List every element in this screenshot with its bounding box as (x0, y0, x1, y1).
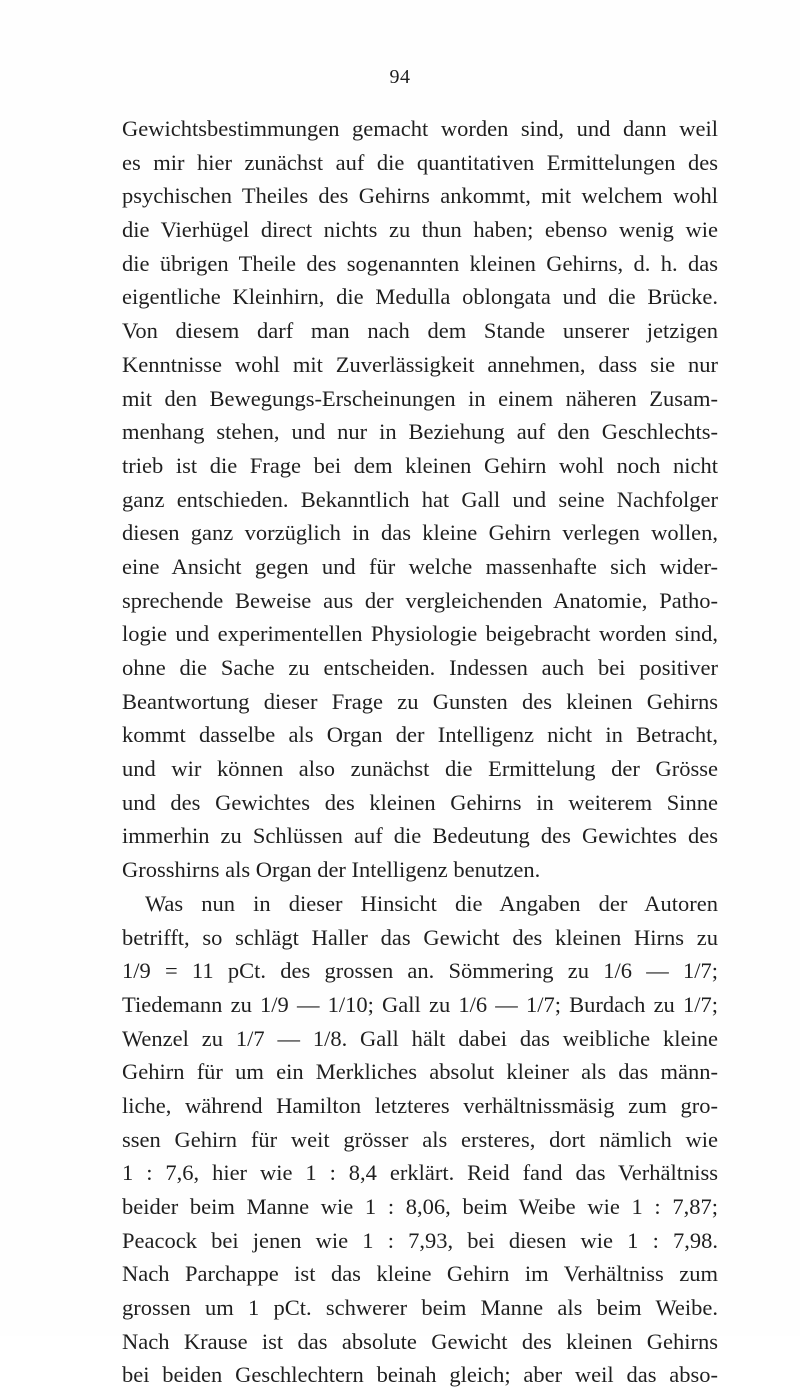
text-line: kommt dasselbe als Organ der Intelligenz nicht in Betracht, (122, 722, 718, 748)
text-line: Von diesem darf man nach dem Stande unserer jetzigen (122, 318, 718, 344)
text-line: Grosshirns als Organ der Intelligenz benutzen. (122, 857, 541, 883)
text-line: eine Ansicht gegen und für welche massenhafte sich wider- (122, 553, 718, 579)
text-line: trieb ist die Frage bei dem kleinen Gehirn wohl noch nicht (122, 452, 718, 478)
text-line: menhang stehen, und nur in Beziehung auf den Geschlechts- (122, 419, 718, 445)
body-text (122, 112, 718, 1392)
text-line: mit den Bewegungs-Erscheinungen in einem näheren Zusam- (122, 385, 718, 411)
text-line: und des Gewichtes des kleinen Gehirns in weiterem Sinne (122, 789, 718, 815)
text-line: es mir hier zunächst auf die quantitativen Ermittelungen des (122, 149, 718, 175)
text-line: Was nun in dieser Hinsicht die Angaben der Autoren (145, 890, 718, 916)
text-line: die Vierhügel direct nichts zu thun haben; ebenso wenig wie (122, 217, 718, 243)
text-line: Peacock bei jenen wie 1 : 7,93, bei diesen wie 1 : 7,98. (122, 1227, 718, 1253)
text-line: liche, während Hamilton letzteres verhältnissmäsig zum gro- (122, 1092, 718, 1118)
text-line: eigentliche Kleinhirn, die Medulla oblongata und die Brücke. (122, 284, 718, 310)
text-line: 1 : 7,6, hier wie 1 : 8,4 erklärt. Reid fand das Verhältniss (122, 1160, 718, 1186)
text-line: sprechende Beweise aus der vergleichenden Anatomie, Patho- (122, 587, 718, 613)
text-line: Gewichtsbestimmungen gemacht worden sind, und dann weil (122, 116, 718, 141)
text-line: immerhin zu Schlüssen auf die Bedeutung des Gewichtes des (122, 823, 718, 849)
text-line: Wenzel zu 1/7 — 1/8. Gall hält dabei das weibliche kleine (122, 1025, 718, 1051)
text-line: Gehirn für um ein Merkliches absolut kleiner als das männ- (122, 1059, 718, 1085)
text-line: Nach Parchappe ist das kleine Gehirn im Verhältniss zum (122, 1261, 718, 1287)
text-line: und wir können also zunächst die Ermittelung der Grösse (122, 756, 718, 782)
text-line: 1/9 = 11 pCt. des grossen an. Sömmering zu 1/6 — 1/7; (122, 958, 718, 984)
text-line: logie und experimentellen Physiologie beigebracht worden sind, (122, 621, 718, 647)
text-line: ganz entschieden. Bekanntlich hat Gall und seine Nachfolger (122, 486, 718, 512)
text-line: betrifft, so schlägt Haller das Gewicht des kleinen Hirns zu (122, 924, 718, 950)
text-line: Beantwortung dieser Frage zu Gunsten des kleinen Gehirns (122, 688, 718, 714)
text-line: diesen ganz vorzüglich in das kleine Gehirn verlegen wollen, (122, 520, 718, 546)
text-line: psychischen Theiles des Gehirns ankommt, mit welchem wohl (122, 183, 718, 209)
text-line: bei beiden Geschlechtern beinah gleich; aber weil das abso- (122, 1362, 718, 1388)
text-line: beider beim Manne wie 1 : 8,06, beim Weibe wie 1 : 7,87; (122, 1194, 718, 1219)
text-line: Kenntnisse wohl mit Zuverlässigkeit annehmen, dass sie nur (122, 351, 718, 377)
text-line: ssen Gehirn für weit grösser als ersteres, dort nämlich wie (122, 1126, 718, 1152)
text-line: Nach Krause ist das absolute Gewicht des kleinen Gehirns (122, 1328, 718, 1354)
text-line: grossen um 1 pCt. schwerer beim Manne als beim Weibe. (122, 1295, 718, 1321)
text-line: Tiedemann zu 1/9 — 1/10; Gall zu 1/6 — 1/7; Burdach zu 1/7; (122, 991, 718, 1017)
page-number: 94 (389, 66, 411, 88)
text-line: ohne die Sache zu entscheiden. Indessen auch bei positiver (122, 655, 718, 680)
text-line: die übrigen Theile des sogenannten kleinen Gehirns, d. h. das (122, 250, 718, 276)
